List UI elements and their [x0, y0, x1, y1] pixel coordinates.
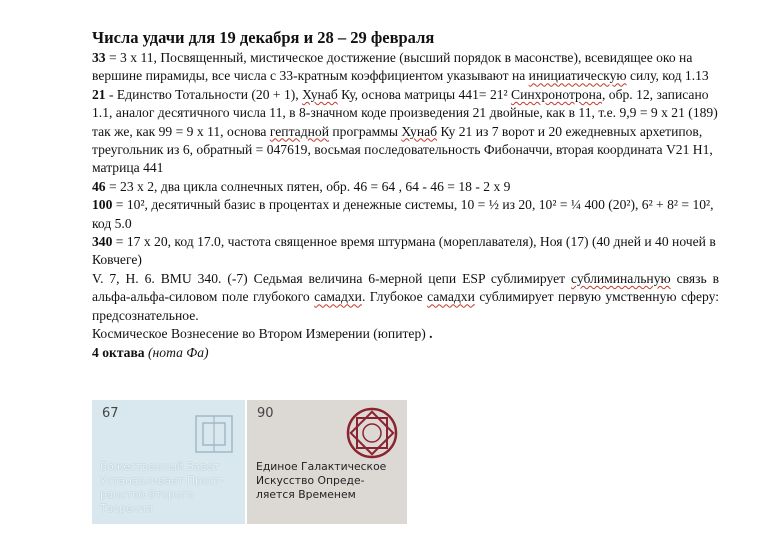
paragraph-33 [92, 49, 719, 86]
card-text: Единое Галактическое Искусство Опреде- ляется Временем [256, 460, 387, 501]
cosmic-ascension-line [92, 325, 719, 343]
number-46: 46 [92, 178, 106, 194]
number-100: 100 [92, 197, 113, 213]
cosmic-period: . [425, 326, 433, 342]
paragraph-v7 [92, 270, 719, 325]
square-seal-icon [192, 412, 236, 456]
paragraph-21 [92, 86, 719, 178]
text-21-part4: программы [328, 123, 402, 139]
card-number: 67 [102, 406, 119, 421]
spellcheck-word: Хунаб [401, 123, 438, 139]
spellcheck-word: самадхи [314, 289, 362, 305]
kin-cards [92, 400, 407, 524]
text-21-part5: Ку 21 из 7 ворот и 20 ежедневных архетипов, треугольник из 6, обратный = 047619, восьмая последовательность Фибоначчи, вторая координата V21 H1, матрица 441 [92, 123, 713, 176]
text-v-part2: связь в альфа-альфа-силовом поле глубокого [92, 270, 719, 305]
text-33-part2: силу, код 1.13 [626, 68, 709, 84]
spellcheck-word: гептадной [269, 123, 329, 139]
text-340: = 17 х 20, код 17.0, частота священное время штурмана (мореплавателя), Ноя (17) (40 дней и 40 ночей в Ковчеге) [92, 234, 716, 268]
number-33: 33 [92, 50, 106, 65]
paragraph-100 [92, 196, 719, 233]
text-46: = 23 х 2, два цикла солнечных пятен, обр. 46 = 64 , 64 - 46 = 18 - 2 х 9 [105, 178, 511, 194]
card-text: Божественный Завет Устанавливает Прост- ранство Второго Творения [100, 461, 225, 515]
number-340: 340 [92, 234, 113, 250]
page-title: Числа удачи для 19 декабря и 28 – 29 февраля [92, 28, 435, 47]
octave-label: 4 октава [92, 344, 145, 360]
text-21-part3: , обр. 12, записано 1.1, аналог десятичного числа 11, в 8-значном коде произведения 21 двойные, как в 11, т.е. 9,9 = 9 х 21 (189) так же, как 99 = 9 х 11, основа [92, 86, 718, 139]
text-v-part3: . Глубокое [361, 289, 428, 305]
number-21: 21 [92, 86, 106, 102]
text-21-part1: - Единство Тотальности (20 + 1), [105, 86, 303, 102]
card-number: 90 [257, 406, 274, 421]
card-90 [247, 400, 407, 524]
paragraph-46 [92, 178, 719, 196]
spellcheck-word: инициатическую [528, 68, 627, 84]
spellcheck-word: Хунаб [302, 86, 338, 102]
text-100: = 10², десятичный базис в процентах и денежные системы, 10 = ½ из 20, 10² = ¼ 400 (20²), 6² + 8² = 10², код 5.0 [92, 197, 714, 231]
text-v-part4: сублимирует первую умственную сферу: предсознательное. [92, 289, 720, 323]
spellcheck-word: самадхи [427, 289, 475, 305]
octave-line [92, 344, 719, 362]
octave-note: (нота Фа) [148, 344, 209, 360]
cosmic-text: Космическое Вознесение во Втором Измерении (юпитер) [92, 326, 426, 342]
spellcheck-word: сублиминальную [571, 270, 671, 286]
paragraph-340 [92, 233, 719, 270]
octagram-seal-icon [345, 406, 399, 460]
text-21-part2: Ку, основа матрицы 441= 21² [337, 86, 512, 102]
card-67 [92, 400, 245, 524]
text-33-part1: = 3 х 11, Посвященный, мистическое достижение (высший порядок в масонстве), всевидящее око на вершине пирамиды, все числа с 33-кратным коэффициентом указывают на [92, 50, 693, 84]
document-body [92, 28, 719, 362]
text-v-part1: V. 7, H. 6. BMU 340. (-7) Седьмая величина 6-мерной цепи ESP сублимирует [92, 270, 572, 286]
spellcheck-word: Синхронотрона [511, 86, 602, 102]
